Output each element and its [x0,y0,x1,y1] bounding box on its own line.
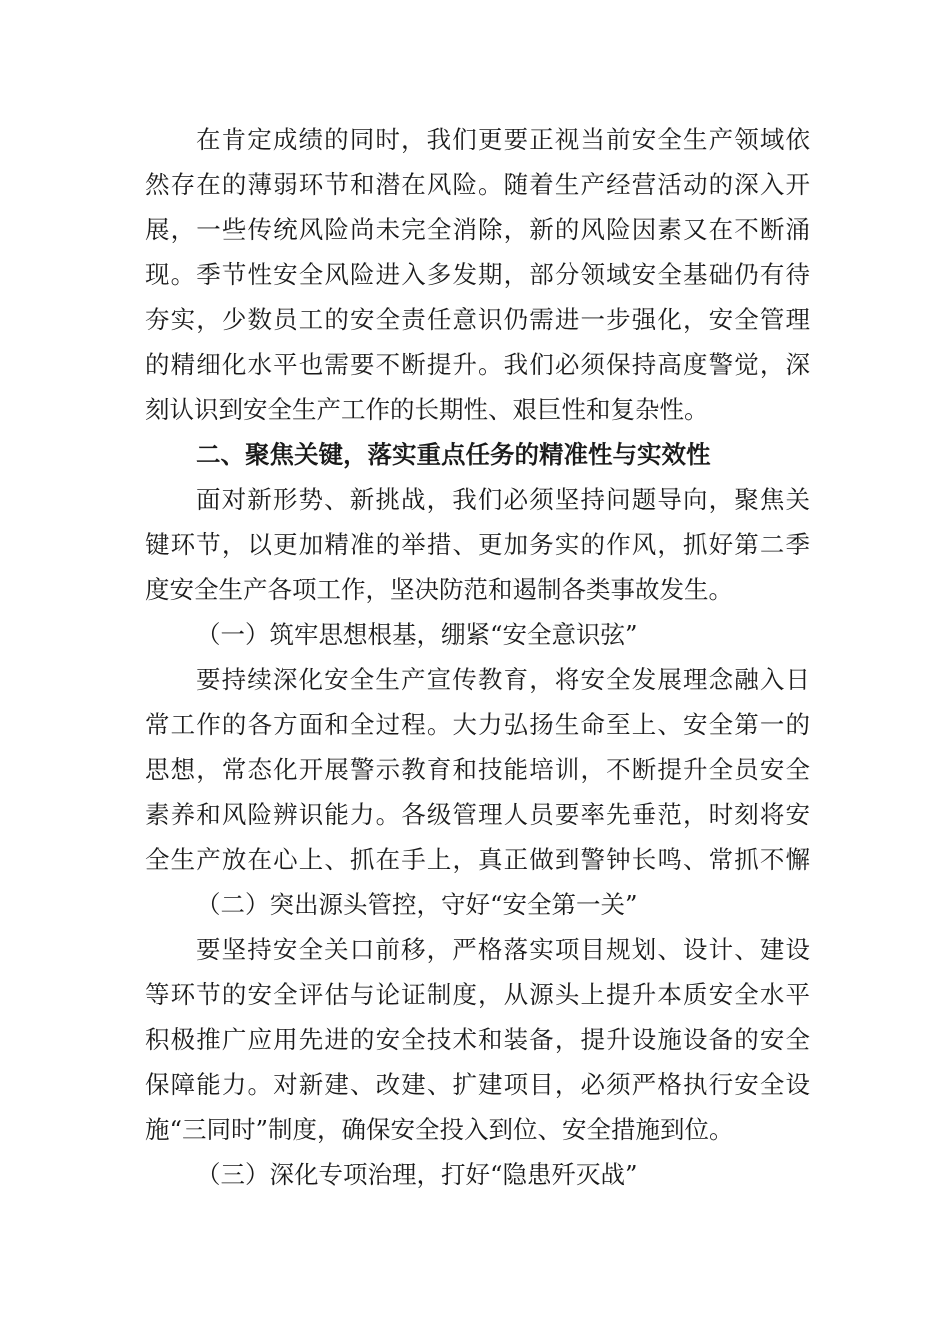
subsection-heading: （三）深化专项治理，打好“隐患歼灭战” [196,1160,638,1189]
paragraph-line: 键环节，以更加精准的举措、更加务实的作风，抓好第二季 [145,530,810,559]
paragraph-line: 全生产放在心上、抓在手上，真正做到警钟长鸣、常抓不懈 [145,845,810,874]
paragraph-line: 面对新形势、新挑战，我们必须坚持问题导向，聚焦关 [196,485,810,514]
paragraph-line: 夯实，少数员工的安全责任意识仍需进一步强化，安全管理 [145,305,810,334]
paragraph-line: 度安全生产各项工作，坚决防范和遏制各类事故发生。 [145,575,733,604]
paragraph-line: 要坚持安全关口前移，严格落实项目规划、设计、建设 [196,935,810,964]
section-heading: 二、聚焦关键，落实重点任务的精准性与实效性 [196,440,711,469]
paragraph-line: 积极推广应用先进的安全技术和装备，提升设施设备的安全 [145,1025,810,1054]
paragraph-line: 常工作的各方面和全过程。大力弘扬生命至上、安全第一的 [145,710,810,739]
paragraph-line: 展，一些传统风险尚未完全消除，新的风险因素又在不断涌 [145,215,810,244]
paragraph-line: 保障能力。对新建、改建、扩建项目，必须严格执行安全设 [145,1070,810,1099]
paragraph-line: 素养和风险辨识能力。各级管理人员要率先垂范，时刻将安 [145,800,810,829]
paragraph-line: 然存在的薄弱环节和潜在风险。随着生产经营活动的深入开 [145,170,810,199]
paragraph-line: 施“三同时”制度，确保安全投入到位、安全措施到位。 [145,1115,734,1144]
paragraph-line: 的精细化水平也需要不断提升。我们必须保持高度警觉，深 [145,350,810,379]
subsection-heading: （二）突出源头管控，守好“安全第一关” [196,890,638,919]
subsection-heading: （一）筑牢思想根基，绷紧“安全意识弦” [196,620,638,649]
paragraph-line: 刻认识到安全生产工作的长期性、艰巨性和复杂性。 [145,395,709,424]
paragraph-line: 等环节的安全评估与论证制度，从源头上提升本质安全水平 [145,980,810,1009]
paragraph-line: 在肯定成绩的同时，我们更要正视当前安全生产领域依 [196,125,810,154]
paragraph-line: 要持续深化安全生产宣传教育，将安全发展理念融入日 [196,665,810,694]
paragraph-line: 思想，常态化开展警示教育和技能培训，不断提升全员安全 [145,755,810,784]
paragraph-line: 现。季节性安全风险进入多发期，部分领域安全基础仍有待 [145,260,810,289]
